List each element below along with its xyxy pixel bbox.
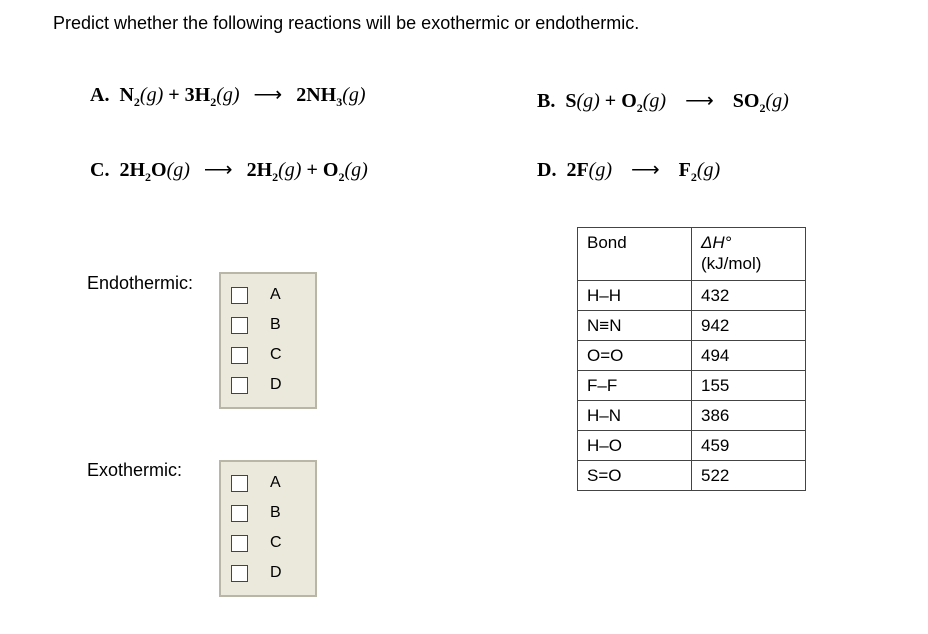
table-row: O=O 494 (578, 341, 806, 371)
table-row: F–F 155 (578, 371, 806, 401)
checkbox[interactable] (231, 317, 248, 334)
endothermic-option-b[interactable]: B (231, 313, 281, 337)
reaction-label: C. (90, 159, 110, 181)
header-dh: ΔH° (701, 233, 732, 252)
endothermic-dropzone[interactable] (219, 272, 317, 409)
checkbox[interactable] (231, 475, 248, 492)
reaction-b: B. $S(g) + O_2(g)$ ⟶ $SO_2(g)$ (537, 90, 789, 115)
arrow-icon: ⟶ (203, 159, 233, 181)
table-row: H–H 432 (578, 281, 806, 311)
reaction-c: C. $2H_2O(g)$ ⟶ $2H_2(g) + O_2(g)$ (90, 159, 368, 184)
checkbox[interactable] (231, 565, 248, 582)
table-row: S=O 522 (578, 461, 806, 491)
reaction-label: B. (537, 90, 556, 112)
table-row: N≡N 942 (578, 311, 806, 341)
endothermic-option-a[interactable]: A (231, 283, 281, 307)
header-enthalpy (692, 228, 806, 281)
exothermic-option-d[interactable]: D (231, 561, 282, 585)
arrow-icon: ⟶ (253, 84, 283, 106)
reaction-label: D. (537, 159, 557, 181)
table-header-row (578, 228, 806, 281)
exothermic-label: Exothermic: (87, 460, 183, 480)
arrow-icon: ⟶ (631, 159, 660, 181)
checkbox[interactable] (231, 287, 248, 304)
header-units: (kJ/mol) (701, 254, 762, 273)
exothermic-dropzone[interactable] (219, 460, 317, 597)
endothermic-label: Endothermic: (87, 273, 194, 293)
header-bond: Bond (578, 228, 692, 281)
question-text: Predict whether the following reactions will be exothermic or endothermic. (53, 13, 640, 33)
reaction-d: D. 2F(g) ⟶ $F_2(g)$ (537, 159, 721, 184)
reaction-label: A. (90, 84, 110, 106)
exothermic-option-c[interactable]: C (231, 531, 282, 555)
endothermic-option-c[interactable]: C (231, 343, 282, 367)
exothermic-option-a[interactable]: A (231, 471, 281, 495)
checkbox[interactable] (231, 347, 248, 364)
exothermic-option-b[interactable]: B (231, 501, 281, 525)
table-row: H–N 386 (578, 401, 806, 431)
checkbox[interactable] (231, 505, 248, 522)
reaction-a: A. $N_2(g) + 3H_2(g)$ ⟶ $2NH_3(g)$ (90, 84, 366, 109)
table-row: H–O 459 (578, 431, 806, 461)
endothermic-option-d[interactable]: D (231, 373, 282, 397)
checkbox[interactable] (231, 377, 248, 394)
bond-enthalpy-table (577, 227, 806, 491)
arrow-icon: ⟶ (685, 90, 714, 112)
checkbox[interactable] (231, 535, 248, 552)
